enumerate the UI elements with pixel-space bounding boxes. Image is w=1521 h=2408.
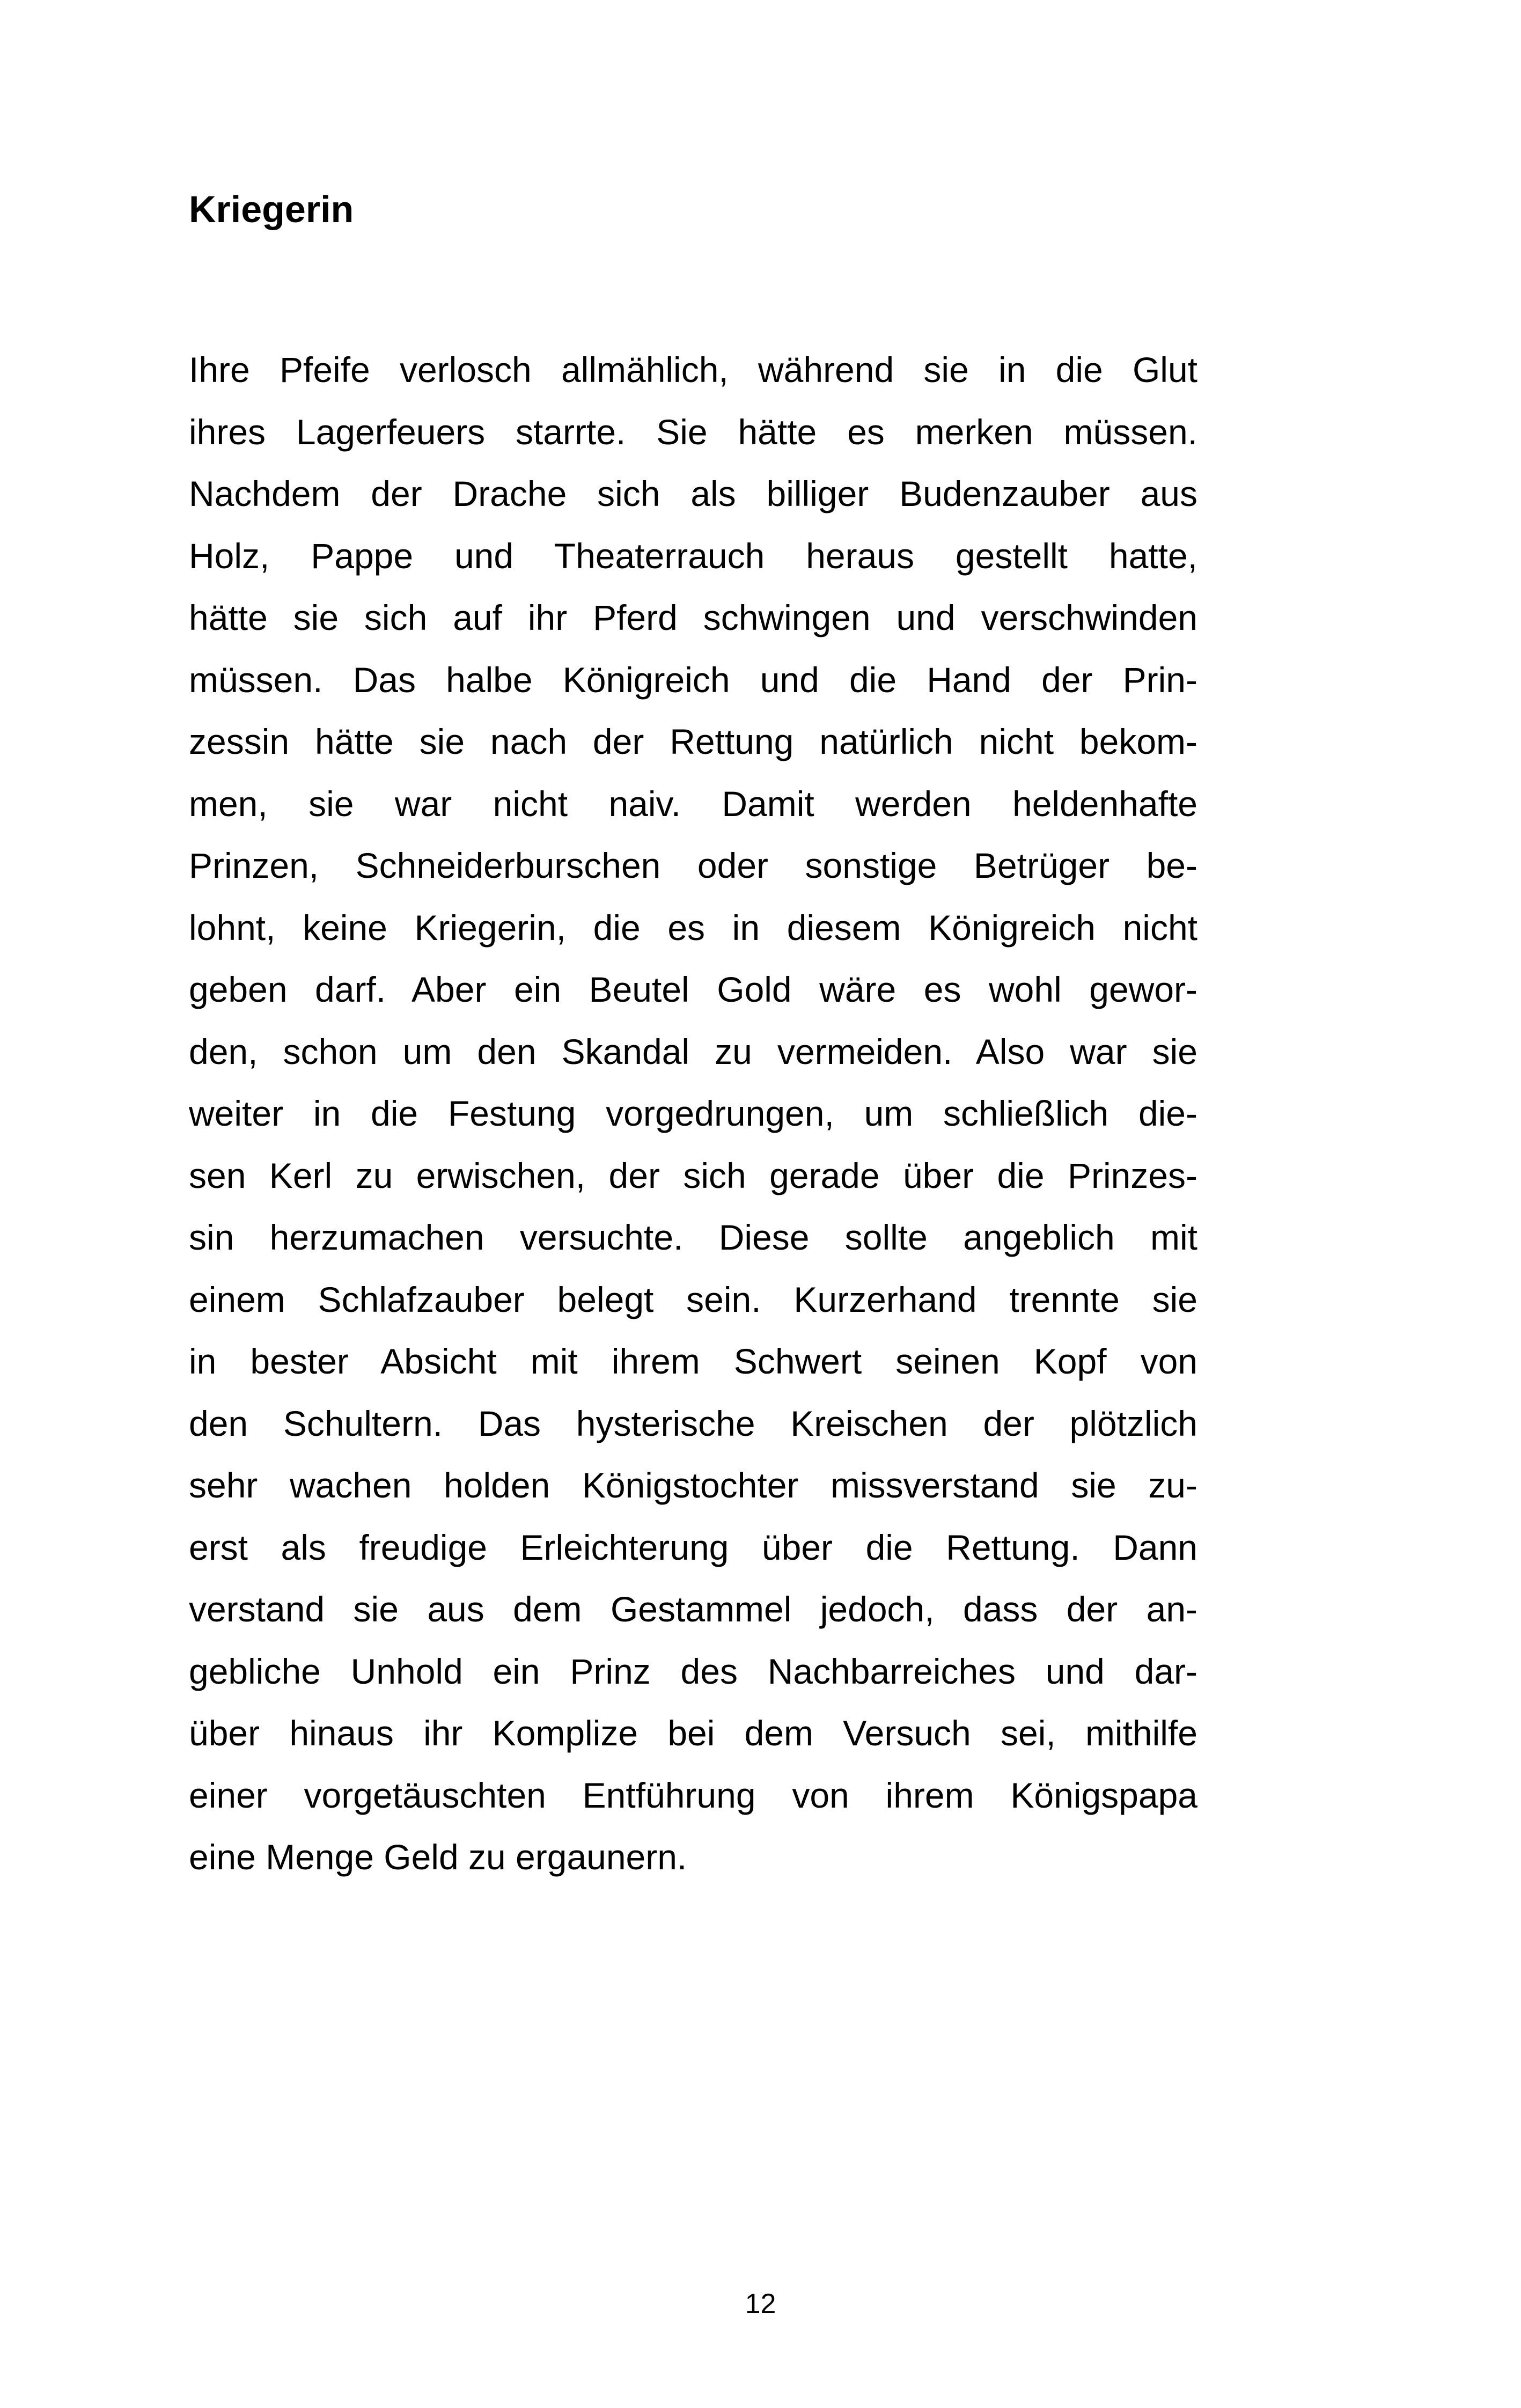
- body-paragraph: [189, 339, 1197, 1889]
- text-line: weiter in die Festung vorgedrungen, um schließlich die-: [189, 1093, 1197, 1133]
- text-line: sehr wachen holden Königstochter missverstand sie zu-: [189, 1465, 1197, 1505]
- page-number: 12: [745, 2288, 776, 2319]
- text-line: zessin hätte sie nach der Rettung natürlich nicht bekom-: [189, 722, 1197, 761]
- text-line: hätte sie sich auf ihr Pferd schwingen und verschwinden: [189, 598, 1197, 637]
- text-line: sin herzumachen versuchte. Diese sollte angeblich mit: [189, 1217, 1197, 1257]
- text-line: den, schon um den Skandal zu vermeiden. Also war sie: [189, 1031, 1197, 1071]
- chapter-title: Kriegerin: [189, 188, 354, 230]
- text-line: müssen. Das halbe Königreich und die Hand der Prin-: [189, 659, 1197, 700]
- text-line: Ihre Pfeife verlosch allmählich, während sie in die Glut: [189, 350, 1197, 390]
- text-line: einer vorgetäuschten Entführung von ihrem Königspapa: [189, 1775, 1197, 1815]
- text-line: gebliche Unhold ein Prinz des Nachbarreiches und dar-: [189, 1651, 1197, 1691]
- text-line: men, sie war nicht naiv. Damit werden heldenhafte: [189, 783, 1197, 824]
- text-line: Nachdem der Drache sich als billiger Budenzauber aus: [189, 474, 1197, 513]
- text-line: Holz, Pappe und Theaterrauch heraus gestellt hatte,: [189, 535, 1197, 576]
- text-line: in bester Absicht mit ihrem Schwert seinen Kopf von: [189, 1341, 1197, 1381]
- text-line: den Schultern. Das hysterische Kreischen der plötzlich: [189, 1403, 1197, 1443]
- text-line: verstand sie aus dem Gestammel jedoch, dass der an-: [189, 1589, 1197, 1629]
- text-line: erst als freudige Erleichterung über die Rettung. Dann: [189, 1527, 1197, 1567]
- text-line: geben darf. Aber ein Beutel Gold wäre es wohl gewor-: [189, 970, 1197, 1009]
- text-line: sen Kerl zu erwischen, der sich gerade über die Prinzes-: [189, 1155, 1197, 1195]
- text-line: einem Schlafzauber belegt sein. Kurzerhand trennte sie: [189, 1279, 1197, 1319]
- text-line: über hinaus ihr Komplize bei dem Versuch sei, mithilfe: [189, 1713, 1197, 1753]
- text-line: ihres Lagerfeuers starrte. Sie hätte es merken müssen.: [189, 412, 1197, 452]
- text-line: Prinzen, Schneiderburschen oder sonstige Betrüger be-: [189, 846, 1197, 885]
- text-line: eine Menge Geld zu ergaunern.: [189, 1837, 687, 1877]
- text-line: lohnt, keine Kriegerin, die es in diesem Königreich nicht: [189, 907, 1197, 948]
